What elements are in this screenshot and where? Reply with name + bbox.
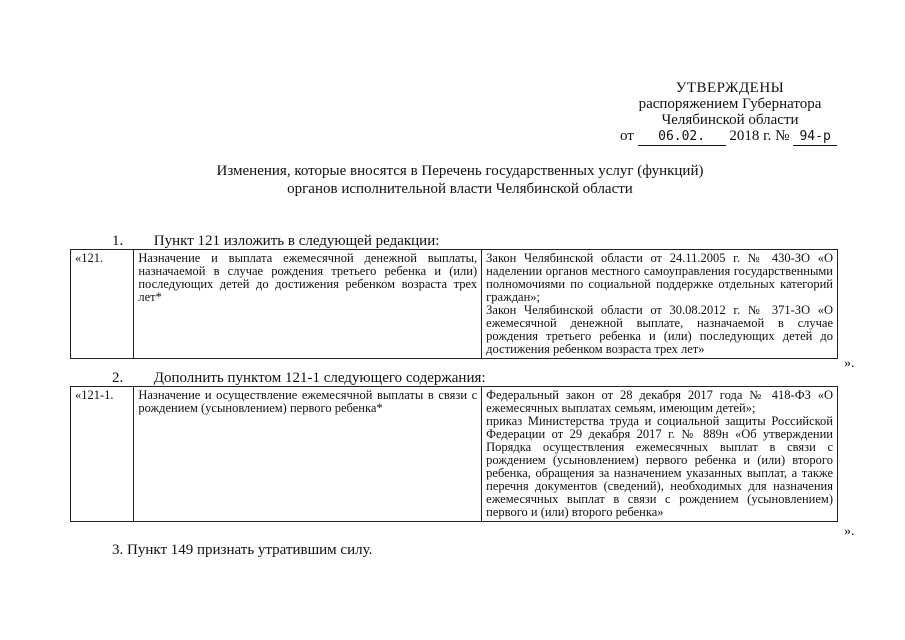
item-1-service-name: Назначение и выплата ежемесячной денежной выплаты, назначаемой в случае рождения третьего ребенка и (или) последующих детей до достижения ребенком возраста трех лет* bbox=[134, 250, 482, 359]
approval-block bbox=[600, 80, 860, 146]
document-title bbox=[150, 162, 770, 198]
item-3-text: 3. Пункт 149 признать утратившим силу. bbox=[112, 542, 373, 558]
handwritten-number: 94-р bbox=[793, 129, 837, 146]
item-2-basis-2: приказ Министерства труда и социальной защиты Российской Федерации от 29 декабря 2017 г. № 889н «Об утверждении Порядка осуществления ежемесячных выплат в связи с рождением (усыновлением) первого ребенка и (или) второго ребенка, обращения за назначением указанных выплат, а также перечня документов (сведений), необходимых для назначения ежемесячных выплат в связи с рождением (усыновлением) первого и (или) второго ребенка» bbox=[486, 414, 833, 519]
item-2-legal-basis bbox=[482, 387, 838, 522]
date-prefix: от bbox=[620, 128, 634, 144]
year-text: 2018 г. № bbox=[729, 128, 790, 144]
item-1-heading-text: Пункт 121 изложить в следующей редакции: bbox=[153, 233, 440, 249]
item-1-code: «121. bbox=[71, 250, 134, 359]
item-1-closing-quote: ». bbox=[844, 356, 855, 371]
item-1-basis-1: Закон Челябинской области от 24.11.2005 г. № 430-ЗО «О наделении органов местного самоуправления государственными полномочиями по социальной поддержке отдельных категорий граждан»; bbox=[486, 251, 833, 304]
item-2-closing-quote: ». bbox=[844, 524, 855, 539]
item-1-heading bbox=[112, 233, 439, 250]
approval-date-line bbox=[600, 128, 860, 146]
approval-line-2: Челябинской области bbox=[661, 112, 799, 128]
approval-heading: УТВЕРЖДЕНЫ bbox=[675, 80, 785, 96]
item-2-basis-1: Федеральный закон от 28 декабря 2017 года № 418-ФЗ «О ежемесячных выплатах семьям, имеющим детей»; bbox=[486, 388, 833, 415]
title-line-2: органов исполнительной власти Челябинской области bbox=[287, 181, 633, 197]
item-2-heading-text: Дополнить пунктом 121-1 следующего содержания: bbox=[153, 370, 486, 386]
item-2-heading bbox=[112, 370, 486, 387]
item-1-table bbox=[70, 249, 838, 359]
item-2-table bbox=[70, 386, 838, 522]
approval-line-1: распоряжением Губернатора bbox=[638, 96, 822, 112]
item-1-basis-2: Закон Челябинской области от 30.08.2012 г. № 371-ЗО «О ежемесячной денежной выплате, назначаемой в случае рождения третьего ребенка и (или) последующих детей до достижения ребенком возраста трех лет» bbox=[486, 303, 833, 356]
item-2-service-name: Назначение и осуществление ежемесячной выплаты в связи с рождением (усыновлением) первого ребенка* bbox=[134, 387, 482, 522]
item-1-legal-basis bbox=[482, 250, 838, 359]
table-row bbox=[71, 250, 838, 359]
title-line-1: Изменения, которые вносятся в Перечень государственных услуг (функций) bbox=[216, 163, 704, 179]
item-2-number: 2. bbox=[112, 370, 124, 386]
item-2-code: «121-1. bbox=[71, 387, 134, 522]
item-1-number: 1. bbox=[112, 233, 124, 249]
handwritten-date: 06.02. bbox=[638, 129, 726, 146]
table-row bbox=[71, 387, 838, 522]
